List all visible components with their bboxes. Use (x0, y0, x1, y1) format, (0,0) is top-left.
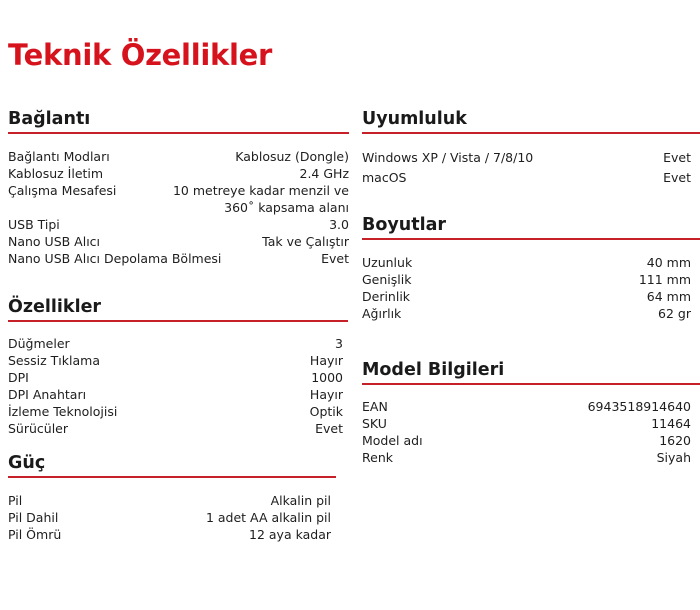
spec-label: Pil (8, 493, 23, 508)
spec-value: 1000 (311, 370, 343, 385)
section-title: Güç (8, 453, 46, 473)
spec-label: Bağlantı Modları (8, 149, 110, 164)
spec-row (8, 182, 349, 216)
spec-label: Pil Ömrü (8, 527, 62, 542)
spec-label: EAN (362, 399, 388, 414)
spec-list (362, 148, 700, 188)
section-divider (362, 383, 700, 385)
spec-value: Evet (663, 170, 691, 185)
spec-row (8, 335, 343, 352)
spec-row (362, 288, 691, 305)
spec-value: 3.0 (329, 217, 349, 232)
spec-label: SKU (362, 416, 387, 431)
spec-row (8, 403, 343, 420)
spec-label: Uzunluk (362, 255, 413, 270)
spec-label: Derinlik (362, 289, 411, 304)
spec-label: Kablosuz İletim (8, 166, 104, 181)
spec-row (8, 492, 331, 509)
spec-row (362, 432, 691, 449)
spec-list (8, 335, 348, 437)
spec-value: 11464 (651, 416, 691, 431)
spec-list (362, 398, 700, 466)
section-boyutlar (362, 214, 700, 322)
spec-row (8, 148, 349, 165)
spec-value: 1620 (659, 433, 691, 448)
spec-list (8, 492, 336, 543)
spec-label: Pil Dahil (8, 510, 59, 525)
spec-value: 10 metreye kadar menzil ve 360˚ kapsama alanı (172, 183, 349, 215)
spec-row (8, 216, 349, 233)
section-title: Bağlantı (8, 109, 91, 129)
spec-value: Evet (315, 421, 343, 436)
spec-value: 64 mm (646, 289, 691, 304)
spec-row (362, 168, 691, 188)
spec-label: Nano USB Alıcı Depolama Bölmesi (8, 251, 222, 266)
section-divider (362, 132, 700, 134)
section-ozellikler (8, 296, 348, 437)
spec-row (362, 271, 691, 288)
section-title: Uyumluluk (362, 109, 467, 129)
section-title: Özellikler (8, 297, 102, 317)
spec-label: macOS (362, 170, 407, 185)
spec-value: Kablosuz (Dongle) (235, 149, 349, 164)
spec-row (8, 233, 349, 250)
spec-value: Tak ve Çalıştır (262, 234, 349, 249)
section-divider (8, 476, 336, 478)
spec-value: 62 gr (658, 306, 691, 321)
spec-row (8, 165, 349, 182)
spec-label: Model adı (362, 433, 423, 448)
spec-row (8, 352, 343, 369)
spec-row (362, 148, 691, 168)
spec-row (362, 254, 691, 271)
spec-row (8, 369, 343, 386)
section-divider (362, 238, 700, 240)
spec-row (8, 250, 349, 267)
spec-label: DPI Anahtarı (8, 387, 87, 402)
spec-list (362, 254, 700, 322)
spec-label: DPI (8, 370, 29, 385)
spec-value: 111 mm (638, 272, 691, 287)
spec-label: Düğmeler (8, 336, 70, 351)
spec-label: Ağırlık (362, 306, 402, 321)
section-baglanti (8, 108, 349, 267)
spec-label: Çalışma Mesafesi (8, 183, 117, 198)
spec-value: 40 mm (646, 255, 691, 270)
spec-label: İzleme Teknolojisi (8, 404, 118, 419)
section-uyumluluk (362, 108, 700, 188)
spec-label: Sessiz Tıklama (8, 353, 100, 368)
spec-label: Windows XP / Vista / 7/8/10 (362, 150, 534, 165)
spec-value: Evet (321, 251, 349, 266)
spec-value: 1 adet AA alkalin pil (205, 510, 331, 525)
spec-value: Hayır (309, 353, 343, 368)
spec-value: 6943518914640 (587, 399, 691, 414)
spec-label: Renk (362, 450, 393, 465)
spec-row (8, 386, 343, 403)
spec-row (362, 449, 691, 466)
section-title: Boyutlar (362, 215, 447, 235)
spec-value: Evet (663, 150, 691, 165)
spec-row (8, 526, 331, 543)
spec-row (362, 415, 691, 432)
spec-label: Sürücüler (8, 421, 69, 436)
section-divider (8, 320, 348, 322)
spec-list (8, 148, 349, 267)
section-model-bilgileri (362, 359, 700, 466)
spec-value: Hayır (309, 387, 343, 402)
spec-value: Alkalin pil (270, 493, 331, 508)
spec-value: 12 aya kadar (249, 527, 331, 542)
spec-label: USB Tipi (8, 217, 60, 232)
spec-row (362, 398, 691, 415)
spec-label: Genişlik (362, 272, 412, 287)
section-divider (8, 132, 349, 134)
section-title: Model Bilgileri (362, 360, 505, 380)
spec-value: 3 (335, 336, 343, 351)
page-title: Teknik Özellikler (8, 38, 272, 72)
spec-value: 2.4 GHz (299, 166, 349, 181)
spec-row (8, 509, 331, 526)
spec-value: Siyah (656, 450, 691, 465)
spec-label: Nano USB Alıcı (8, 234, 101, 249)
section-guc (8, 452, 336, 543)
spec-value: Optik (309, 404, 343, 419)
spec-row (8, 420, 343, 437)
spec-row (362, 305, 691, 322)
